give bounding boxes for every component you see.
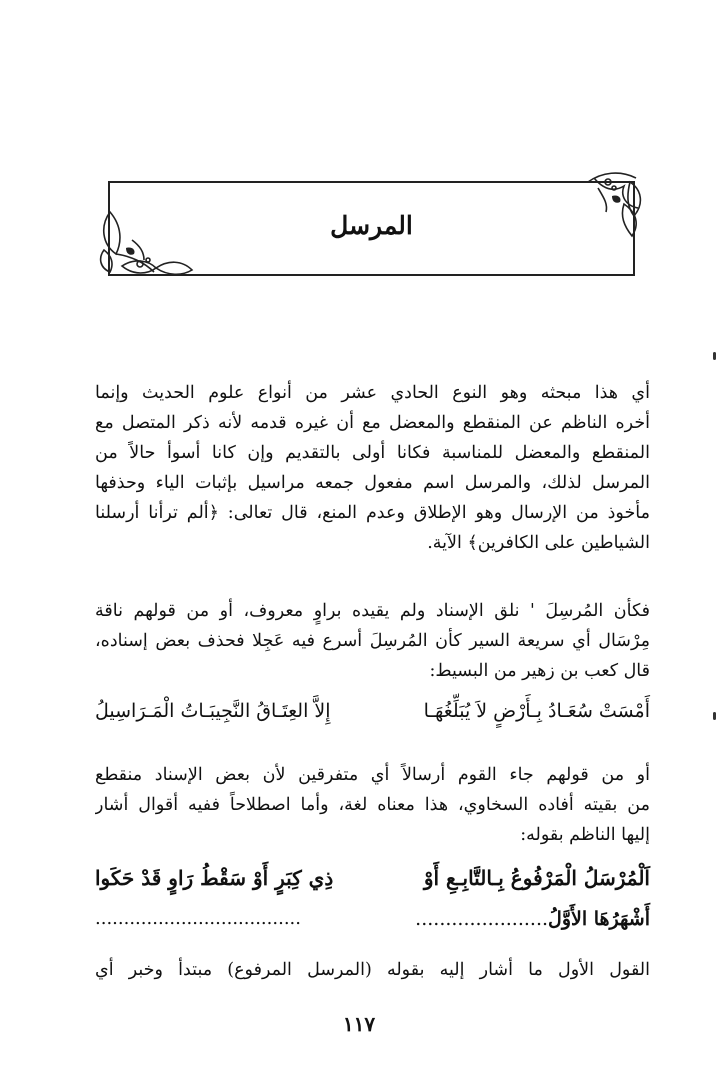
text-line: أي هذا مبحثه وهو النوع الحادي عشر من أنواع علوم الحديث وإنما [95, 383, 650, 403]
text-line: مِرْسَال أي سريعة السير كأن المُرسِلَ أسرع فيه عَجِلا فحذف بعض إسناده، [95, 631, 650, 651]
body-paragraph-3 [95, 760, 650, 850]
verse-dots-right: ...................... [415, 908, 549, 930]
text-line: قال كعب بن زهير من البسيط: [429, 661, 650, 681]
poetry-verse-1 [95, 700, 650, 734]
verse-continuation [415, 908, 650, 930]
poetry-verse-2 [95, 866, 650, 900]
text-line: أو من قولهم جاء القوم أرسالاً أي متفرقين لأن بعض الإسناد منقطع [95, 765, 650, 785]
text-line: المرسل لذلك، والمرسل اسم مفعول جمعه مراسيل بإثبات الياء وحذفها [95, 473, 650, 493]
scan-artifact [713, 712, 716, 720]
text-line: أخره الناظم عن المنقطع والمعضل مع أن غيره قدمه لأنه ذكر المتصل مع [95, 413, 650, 433]
text-line: إليها الناظم بقوله: [520, 825, 650, 845]
verse-second-hemistich: إِلاَّ العِتَـاقُ النَّجِيبَـاتُ الْمَـرَاسِيلُ [95, 700, 331, 722]
scan-artifact [713, 352, 716, 360]
text-line: من بقيته أفاده السخاوي، هذا معناه لغة، وأما اصطلاحاً ففيه أقوال أشار [95, 795, 650, 815]
chapter-title: المرسل [330, 211, 413, 240]
verse-first-hemistich: أَمْسَتْ سُعَـادُ بِـأَرْضٍ لاَ يُبَلِّغُهَـا [423, 700, 650, 722]
floral-ornament-bottom-left [96, 206, 196, 280]
page-number: ١١٧ [342, 1012, 376, 1036]
text-line: فكأن المُرسِلَ ' نلق الإسناد ولم يقيده براوٍ معروف، أو من قولهم ناقة [95, 601, 650, 621]
text-line: مأخوذ من الإرسال وهو الإطلاق وعدم المنع، قال تعالى: ﴿ألم ترأنا أرسلنا [95, 503, 650, 523]
text-line: الشياطين على الكافرين﴾ الآية. [427, 533, 650, 553]
verse-third-hemistich: أَشْهَرُهَا الأَوَّلُ [548, 908, 650, 930]
body-paragraph-2 [95, 596, 650, 686]
verse-second-hemistich: ذِي كِبَرٍ أَوْ سَقْطُ رَاوٍ قَدْ حَكَوا [95, 866, 334, 890]
body-paragraph-4 [95, 955, 650, 985]
verse-dots-left: .................................... [95, 908, 301, 929]
verse-first-hemistich: اَلْمُرْسَلُ الْمَرْفُوعُ بِـالتَّابِـعِ أَوْ [423, 866, 650, 890]
text-line: القول الأول ما أشار إليه بقوله (المرسل المرفوع) مبتدأ وخبر أي [95, 960, 650, 980]
floral-ornament-top-right [584, 168, 646, 240]
text-line: المنقطع والمعضل للمناسبة فكانا أولى بالتقديم وإن كانا أسوأ حالاً من [95, 443, 650, 463]
body-paragraph-1 [95, 378, 650, 558]
